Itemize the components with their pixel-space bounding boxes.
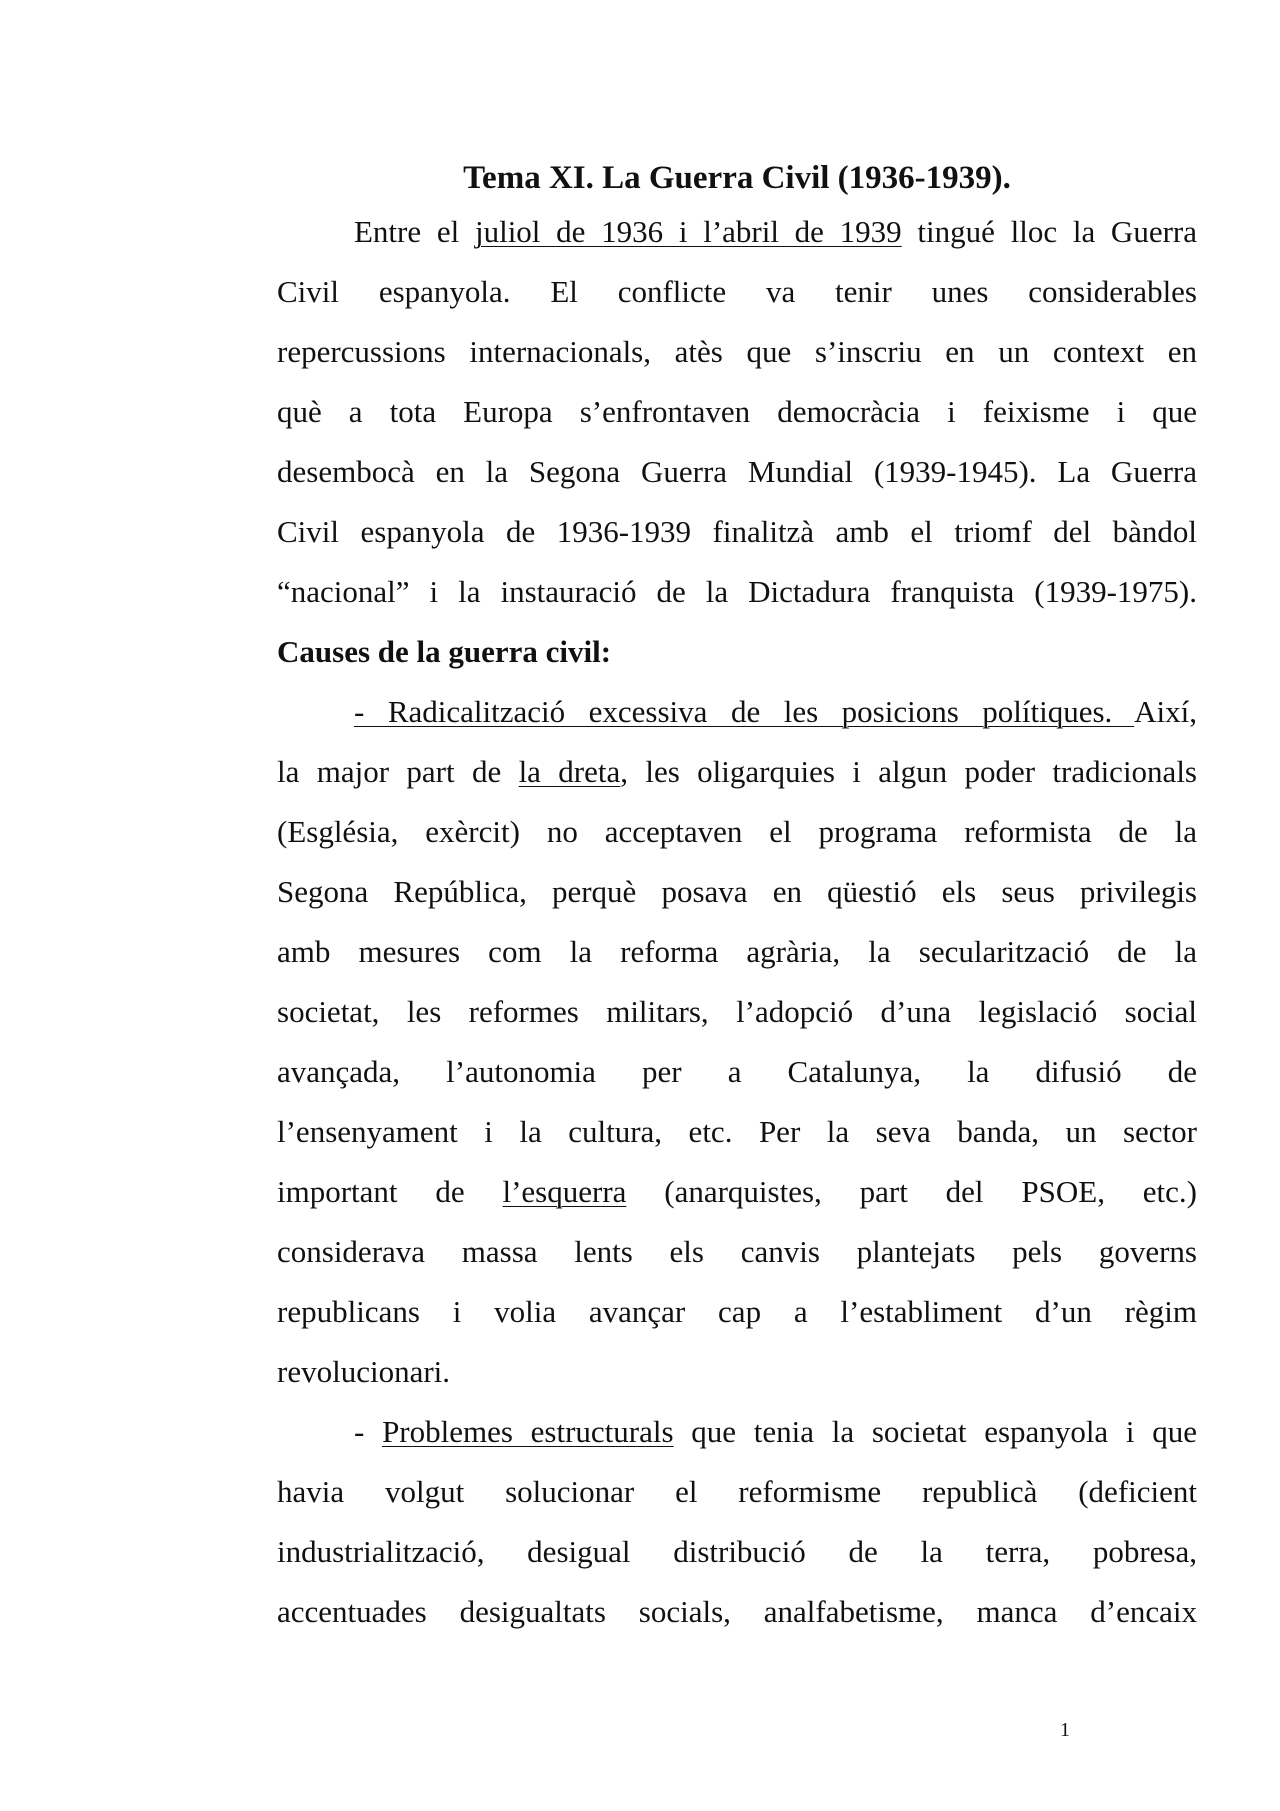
paragraph-2-line-4: Segona República, perquè posava en qüestió els seus privilegis (277, 874, 1197, 909)
section-heading-causes: Causes de la guerra civil: (277, 634, 612, 669)
underlined-cause-structural: Problemes estructurals (382, 1414, 674, 1449)
paragraph-2-line-2 (277, 742, 1197, 802)
paragraph-3-line-2: havia volgut solucionar el reformisme republicà (deficient (277, 1474, 1197, 1509)
text-span: important de (277, 1174, 503, 1209)
paragraph-2-line-3: (Església, exèrcit) no acceptaven el programa reformista de la (277, 814, 1197, 849)
text-span: - (354, 1414, 383, 1449)
paragraph-2-line-12: revolucionari. (277, 1354, 451, 1389)
document-title: Tema XI. La Guerra Civil (1936-1939). (463, 160, 1011, 196)
paragraph-2-line-1 (277, 682, 1197, 742)
page-number: 1 (1060, 1719, 1070, 1741)
paragraph-1-line-4: què a tota Europa s’enfrontaven democràcia i feixisme i que (277, 394, 1197, 429)
paragraph-2-line-7: avançada, l’autonomia per a Catalunya, la difusió de (277, 1054, 1197, 1089)
paragraph-1-line-7: “nacional” i la instauració de la Dictadura franquista (1939-1975). (277, 574, 1197, 609)
paragraph-3-line-3: industrialització, desigual distribució de la terra, pobresa, (277, 1534, 1197, 1569)
paragraph-2-line-10: considerava massa lents els canvis plantejats pels governs (277, 1234, 1197, 1269)
text-span: , les oligarquies i algun poder tradicionals (620, 754, 1197, 789)
paragraph-2-line-5: amb mesures com la reforma agrària, la secularització de la (277, 934, 1197, 969)
text-span: que tenia la societat espanyola i que (673, 1414, 1198, 1449)
paragraph-3-line-1 (277, 1402, 1197, 1462)
underlined-term-right: la dreta (518, 754, 621, 789)
paragraph-1-line-1 (277, 202, 1197, 262)
underlined-term-left: l’esquerra (502, 1174, 627, 1209)
text-span: (anarquistes, part del PSOE, etc.) (626, 1174, 1197, 1209)
paragraph-2-line-9 (277, 1162, 1197, 1222)
text-span: Així, (1134, 694, 1197, 729)
paragraph-2-line-11: republicans i volia avançar cap a l’establiment d’un règim (277, 1294, 1197, 1329)
underlined-cause-radicalization: - Radicalització excessiva de les posicions polítiques. (354, 694, 1135, 729)
underlined-date-range: juliol de 1936 i l’abril de 1939 (474, 214, 902, 249)
paragraph-2-line-6: societat, les reformes militars, l’adopció d’una legislació social (277, 994, 1197, 1029)
paragraph-1-line-5: desembocà en la Segona Guerra Mundial (1939-1945). La Guerra (277, 454, 1197, 489)
text-span: la major part de (277, 754, 519, 789)
paragraph-1-line-6: Civil espanyola de 1936-1939 finalitzà amb el triomf del bàndol (277, 514, 1197, 549)
text-span: Entre el (354, 214, 475, 249)
paragraph-2-line-8: l’ensenyament i la cultura, etc. Per la seva banda, un sector (277, 1114, 1197, 1149)
paragraph-1-line-2: Civil espanyola. El conflicte va tenir unes considerables (277, 274, 1197, 309)
paragraph-1-line-3: repercussions internacionals, atès que s’inscriu en un context en (277, 334, 1197, 369)
text-span: tingué lloc la Guerra (901, 214, 1197, 249)
paragraph-3-line-4: accentuades desigualtats socials, analfabetisme, manca d’encaix (277, 1594, 1197, 1629)
